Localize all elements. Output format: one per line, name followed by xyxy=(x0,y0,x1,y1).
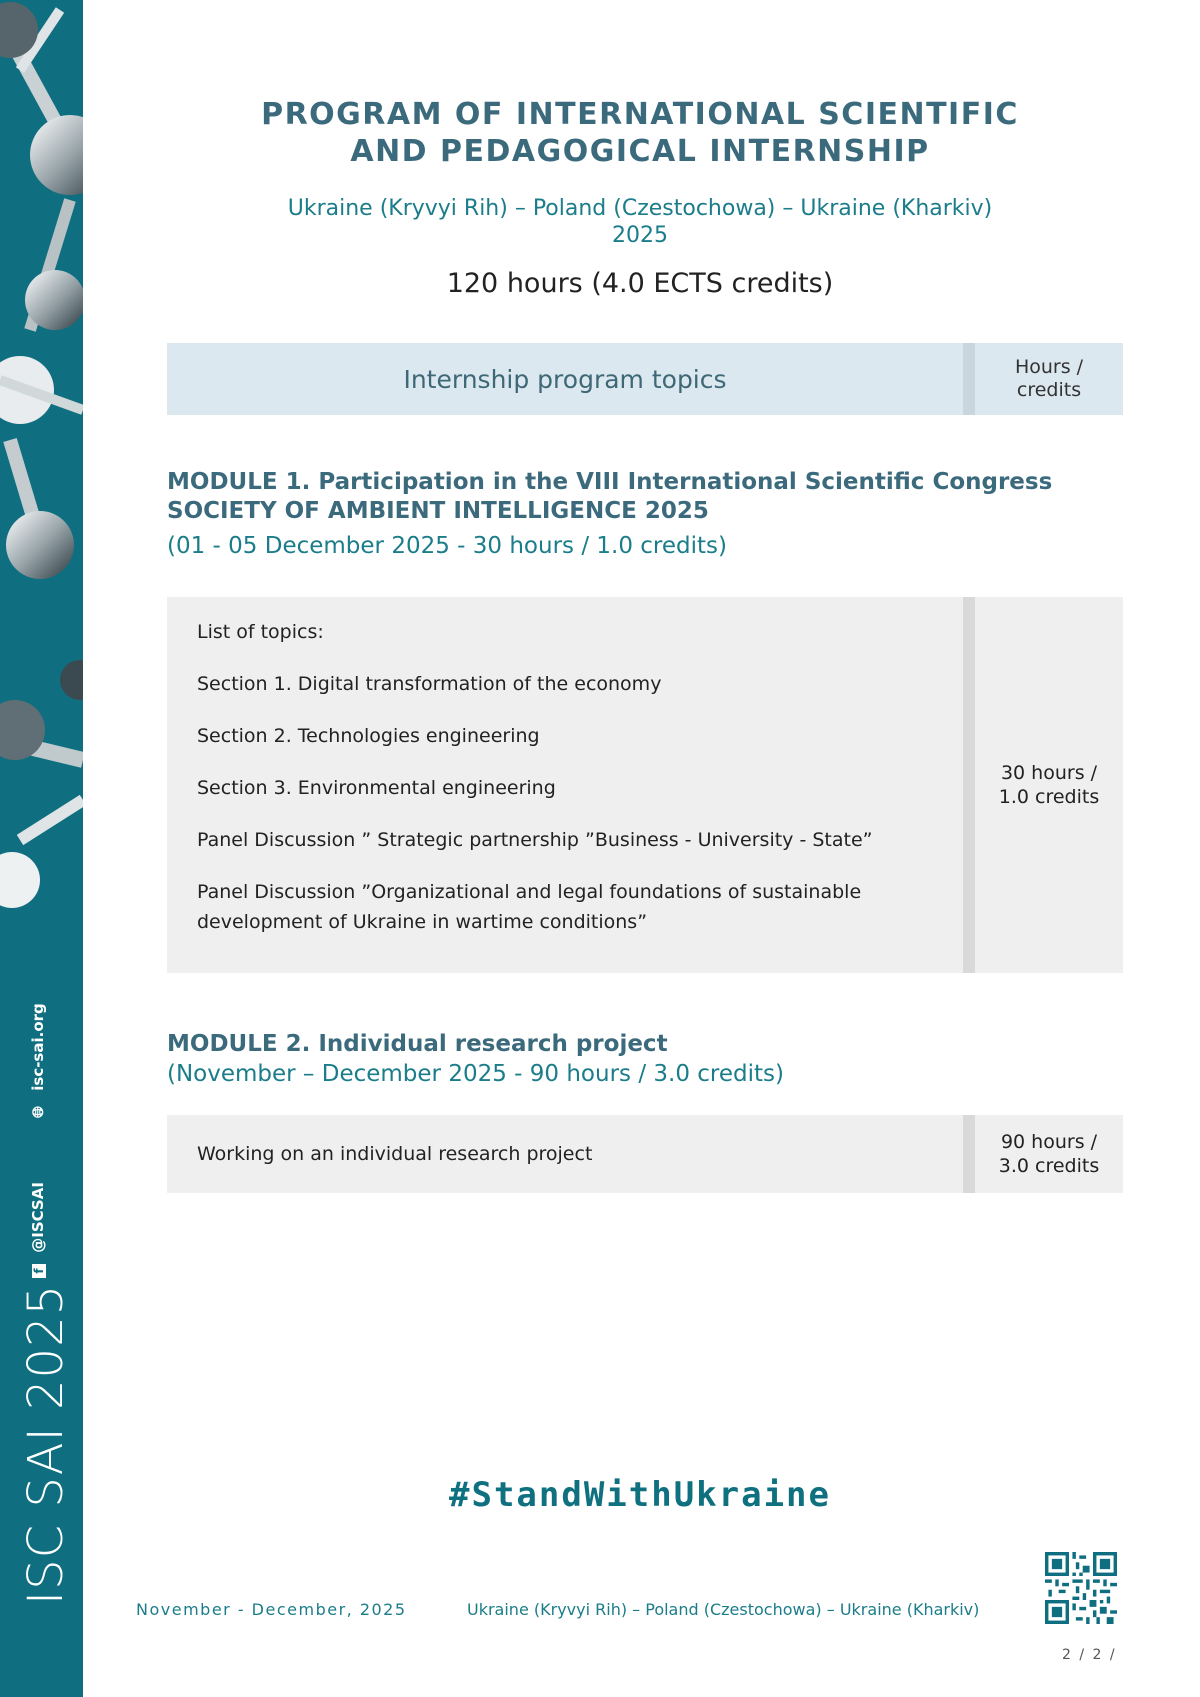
list-item: development of Ukraine in wartime conditions” xyxy=(197,911,648,933)
column-divider xyxy=(963,597,975,973)
module-1-hours: 30 hours / 1.0 credits xyxy=(975,597,1123,973)
list-item: Section 3. Environmental engineering xyxy=(197,777,556,799)
module-1-topics xyxy=(167,597,963,973)
hours-header: Hours / credits xyxy=(975,343,1123,415)
list-item: Panel Discussion ” Strategic partnership ”Business - University - State” xyxy=(197,829,873,851)
route-text: Ukraine (Kryvyi Rih) – Poland (Czestochowa) – Ukraine (Kharkiv) xyxy=(287,196,993,221)
total-hours: 120 hours (4.0 ECTS credits) xyxy=(446,268,834,299)
globe-icon: 🌐︎ xyxy=(29,1105,47,1118)
module-1-title: MODULE 1. Participation in the VIII International Scientific Congress SOCIETY OF AMBIENT INTELLIGENCE 2025 xyxy=(167,469,1053,524)
page-number: 2 / 2 / xyxy=(1062,1647,1117,1663)
module-1-subtitle: (01 - 05 December 2025 - 30 hours / 1.0 credits) xyxy=(167,533,727,559)
module-2-title: MODULE 2. Individual research project xyxy=(167,1031,668,1057)
table-header xyxy=(167,343,1123,415)
sidebar xyxy=(0,0,83,1697)
module-2-box xyxy=(167,1115,1123,1193)
topics-header: Internship program topics xyxy=(167,343,963,415)
facebook-icon: f xyxy=(32,1264,46,1278)
module-1-box xyxy=(167,597,1123,973)
footer-route: Ukraine (Kryvyi Rih) – Poland (Czestochowa) – Ukraine (Kharkiv) xyxy=(467,1600,980,1619)
module-2-hours: 90 hours / 3.0 credits xyxy=(975,1115,1123,1193)
list-item: List of topics: xyxy=(197,621,324,643)
column-divider xyxy=(963,343,975,415)
page-title xyxy=(250,96,1030,170)
list-item: Section 2. Technologies engineering xyxy=(197,725,540,747)
year-text: 2025 xyxy=(612,223,668,248)
module-2-subtitle: (November – December 2025 - 90 hours / 3.0 credits) xyxy=(167,1061,784,1087)
title-line-1: PROGRAM OF INTERNATIONAL SCIENTIFIC xyxy=(261,97,1019,132)
social-label[interactable]: f @ISCSAI xyxy=(29,1182,47,1278)
list-item: Panel Discussion ”Organizational and legal foundations of sustainable xyxy=(197,881,862,903)
module-2-topics xyxy=(167,1115,963,1193)
title-line-2: AND PEDAGOGICAL INTERNSHIP xyxy=(350,134,930,169)
list-item: Section 1. Digital transformation of the economy xyxy=(197,673,662,695)
footer-date: November - December, 2025 xyxy=(136,1600,407,1619)
qr-code-icon[interactable] xyxy=(1045,1552,1117,1624)
website-label[interactable]: 🌐︎ isc-sai.org xyxy=(29,1003,47,1118)
route-subtitle xyxy=(250,195,1030,249)
logo-isc-sai-2025: ISC SAI 2025 xyxy=(18,1283,74,1605)
molecule-decoration xyxy=(0,0,83,940)
hashtag: #StandWithUkraine xyxy=(449,1475,831,1515)
column-divider xyxy=(963,1115,975,1193)
list-item: Working on an individual research project xyxy=(197,1143,593,1165)
